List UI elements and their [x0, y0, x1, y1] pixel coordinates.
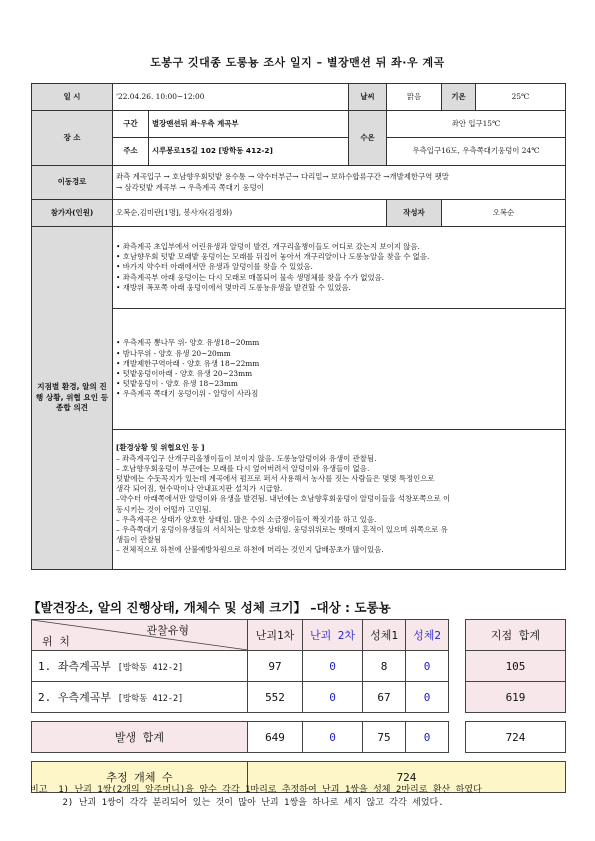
writer-label: 작성자: [387, 200, 442, 227]
observation-line: • 재방위 폭포쪽 아래 웅덩이에서 몇마리 도롱뇽유생을 발견할 수 있었음.: [116, 282, 351, 292]
location-name: 2. 우측계곡부: [38, 691, 111, 704]
observation-line: • 우측계곡 쪽대기 웅덩이위 - 알덩이 사라짐: [116, 389, 259, 399]
participants-value: 오복순,김미란[1명], 봉사자(김정화): [113, 200, 387, 227]
sum-egg1: 649: [248, 722, 303, 753]
sum-row: [32, 722, 566, 753]
col-egg1: 난괴1차: [248, 620, 303, 651]
cell-site-total: 619: [466, 682, 566, 713]
threat-line: – 전체적으로 하천에 산불예방차원으로 하천에 머리는 것인지 답배꽁초가 많이있음.: [116, 545, 384, 555]
address-value: 시루봉로15길 102 [방학동 412-2]: [149, 138, 349, 166]
summary-table: [31, 619, 566, 793]
observation-line: • 개발제한구역아래 - 양호 유생 18~22mm: [116, 358, 260, 368]
header-diagonal-cell: [32, 620, 248, 651]
cell-egg2: 0: [303, 651, 363, 682]
cell-egg1: 97: [248, 651, 303, 682]
zone-label: 구간: [113, 111, 149, 138]
cell-adult2: 0: [406, 682, 449, 713]
threat-line: 텃밭에는 수돗꼭지가 있는데 계곡에서 펌프로 퍼서 사용해서 농사를 짓는 사람들은 몇몇 특정인으로: [116, 473, 435, 483]
threat-line: 동시키는 것이 어떨까 고민됨.: [116, 504, 212, 514]
temp-value: 25℃: [476, 84, 566, 111]
observation-line: • 바가지 약수터 아래에서만 유생과 알덩이를 찾을 수 있었음.: [116, 262, 313, 272]
sum-label: 발생 합계: [32, 722, 248, 753]
observation-line: • 텃밭웅덩이아래 - 양호 유생 20~23mm: [116, 369, 253, 378]
table-row: [32, 682, 566, 713]
threat-line: 생들이 관찰됨: [116, 535, 162, 545]
situation-label: 지점별 환경, 알의 진행 상황, 위협 요인 등 종합 의견: [32, 227, 113, 570]
threat-line: – 호남향우회웅덩이 부근에는 모래를 다시 엎어버려서 알덩이와 유생들이 없음.: [116, 463, 370, 473]
survey-log-table: [31, 83, 566, 570]
cell-adult1: 67: [363, 682, 406, 713]
document-title: 도봉구 깃대종 도롱뇽 조사 일지 – 별장맨션 뒤 좌·우 계곡: [150, 56, 445, 69]
observation-line: • 좌측계곡부 아래 웅덩이는 다시 모래로 매몰되어 물속 생명체를 찾을 수가 없었음.: [116, 272, 385, 282]
date-label: 일 시: [32, 84, 113, 111]
note-line: 2) 난괴 1쌍이 각각 분리되어 있는 것이 많아 난괴 1쌍을 하나로 세지 않고 각각 세었다.: [30, 798, 444, 809]
location-address: [방학동 412-2]: [117, 694, 184, 704]
sum-adult1: 75: [363, 722, 406, 753]
date-value: '22.04.26. 10:00~12:00: [113, 84, 349, 111]
cell-adult1: 8: [363, 651, 406, 682]
location-name: 1. 좌측계곡부: [38, 660, 111, 673]
col-adult1: 성체1: [363, 620, 406, 651]
address-label: 주소: [113, 138, 149, 166]
temp-label: 기온: [442, 84, 476, 111]
water-temp-label: 수온: [349, 111, 387, 166]
water-temp-left: 좌안 입구15℃: [387, 111, 566, 138]
threat-block: [113, 430, 566, 570]
estimate-label: 추정 개체 수: [32, 762, 248, 793]
table-row: [32, 651, 566, 682]
threat-title: [환경상황 및 위협요인 등 ]: [116, 443, 205, 453]
cell-egg2: 0: [303, 682, 363, 713]
route-line: 좌측 계곡입구 → 호남향우회텃밭 용수통 → 약수터부근→ 다리밑→ 보하수합류구간 →개발제한구역 팻말: [116, 172, 449, 182]
threat-line: – 우측쪽대기 웅덩이유생들의 서식처는 양호한 상태임. 웅덩위위로는 뱃매지 흔적이 있으며 위쪽으로 유: [116, 525, 448, 535]
observation-line: • 호남향우회 텃밭 모래밭 웅덩이는 모래를 뒤집어 놓아서 개구리알이나 도롱뇽알을 찾을 수 없음.: [116, 252, 430, 262]
route-line: → 삼각텃밭 계곡부 → 우측계곡 쪽대기 웅덩이: [116, 182, 264, 192]
col-site-total: 지점 합계: [466, 620, 566, 651]
observation-line: • 좌측계곡 초입부에서 어린유생과 알덩이 발견, 개구리올챙이들도 어디로 갔는지 보이지 않음.: [116, 241, 420, 251]
header-location: 위 치: [42, 635, 70, 648]
observation-block-left: [113, 227, 566, 309]
threat-line: – 우측계곡은 상태가 양호한 상태임. 많은 수의 소금쟁이들이 짝짓기를 하고 있음.: [116, 514, 377, 524]
water-temp-right: 우측입구16도, 우측쪽대기웅덩이 24℃: [387, 138, 566, 166]
sum-egg2: 0: [303, 722, 363, 753]
route-label: 이동경로: [32, 166, 113, 200]
participants-label: 참가자(인원): [32, 200, 113, 227]
threat-line: –약수터 아래쪽에서만 알덩이와 유생을 발견됨. 내년에는 호남향후회웅덩이 알덩이들을 석창포쪽으로 이: [116, 494, 451, 504]
summary-section-title: 【발견장소, 알의 진행상태, 개체수 및 성체 크기】 –대상 : 도롱뇽: [28, 600, 391, 615]
weather-value: 맑음: [387, 84, 442, 111]
route-value: [113, 166, 566, 200]
notes: [30, 784, 482, 810]
row-location: [32, 682, 248, 713]
cell-egg1: 552: [248, 682, 303, 713]
writer-value: 오복순: [442, 200, 566, 227]
observation-line: • 텃밭웅덩이 - 양호 유생 18~23mm: [116, 379, 238, 389]
sum-total: 724: [466, 722, 566, 753]
threat-line: – 좌측계곡입구 산개구리올챙이들이 보이지 않음. 도롱뇽알덩이와 유생이 관찰됨.: [116, 453, 377, 463]
observation-block-right: [113, 309, 566, 430]
threat-line: 생각 되어짐, 현수막이나 안내표지판 설치가 시급함.: [116, 484, 283, 494]
header-type: 관찰유형: [146, 624, 189, 637]
weather-label: 날씨: [349, 84, 387, 111]
col-adult2: 성체2: [406, 620, 449, 651]
estimate-value: 724: [248, 762, 566, 793]
zone-value: 별장맨션뒤 좌·우측 계곡부: [149, 111, 349, 138]
observation-line: • 우측계곡 뽕나무 위- 양호 유생18~20mm: [116, 338, 260, 348]
sum-adult2: 0: [406, 722, 449, 753]
location-address: [방학동 412-2]: [117, 663, 184, 673]
observation-line: • 밤나무위 - 양호 유생 20~20mm: [116, 348, 231, 358]
note-line: 비고 1) 난괴 1쌍(2개의 알주머니)을 암수 각각 1마리로 추정하여 난괴 1쌍을 성체 2마리로 환산 하였다: [30, 785, 482, 795]
cell-site-total: 105: [466, 651, 566, 682]
cell-adult2: 0: [406, 651, 449, 682]
row-location: [32, 651, 248, 682]
place-label: 장 소: [32, 111, 113, 166]
col-egg2: 난괴 2차: [303, 620, 363, 651]
